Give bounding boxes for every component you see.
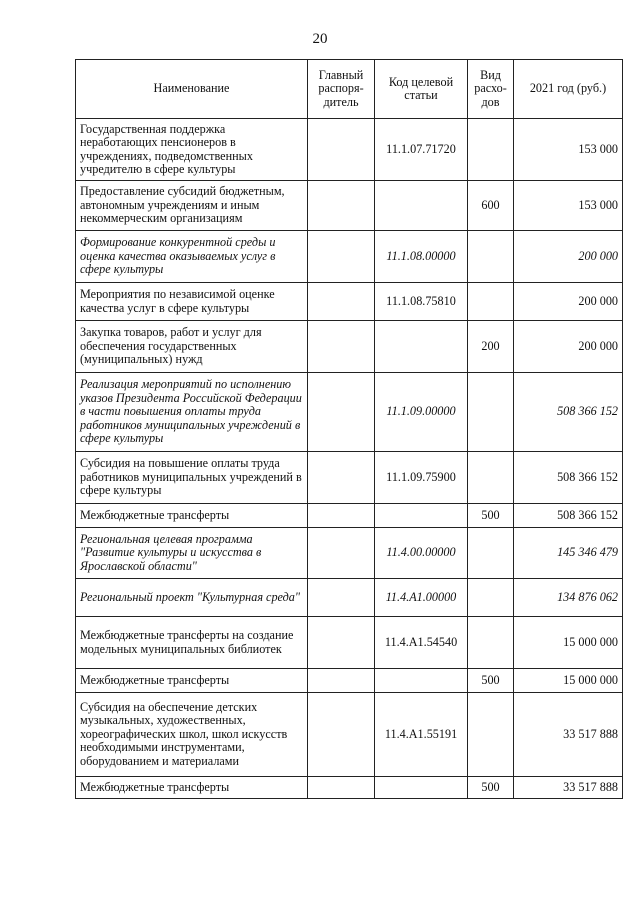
row-amount: 33 517 888 (514, 693, 623, 777)
row-name: Формирование конкурентной среды и оценка качества оказываемых услуг в сфере культуры (76, 231, 308, 283)
row-code (375, 504, 468, 528)
row-admin (308, 452, 375, 504)
row-type (468, 231, 514, 283)
table-row (76, 693, 623, 777)
row-admin (308, 669, 375, 693)
row-name: Региональная целевая программа "Развитие культуры и искусства в Ярославской области" (76, 528, 308, 579)
header-name: Наименование (76, 60, 308, 119)
row-admin (308, 231, 375, 283)
table-row (76, 579, 623, 617)
table-row (76, 119, 623, 181)
row-code: 11.1.08.00000 (375, 231, 468, 283)
row-amount: 200 000 (514, 321, 623, 373)
table-row (76, 231, 623, 283)
row-amount: 200 000 (514, 283, 623, 321)
row-code: 11.1.09.75900 (375, 452, 468, 504)
table-row (76, 181, 623, 231)
table-row (76, 504, 623, 528)
row-name: Субсидия на повышение оплаты труда работников муниципальных учреждений в сфере культуры (76, 452, 308, 504)
row-admin (308, 119, 375, 181)
table-row (76, 617, 623, 669)
row-type: 500 (468, 504, 514, 528)
row-type: 600 (468, 181, 514, 231)
row-admin (308, 579, 375, 617)
header-amount: 2021 год (руб.) (514, 60, 623, 119)
table-row (76, 452, 623, 504)
row-name: Реализация мероприятий по исполнению указов Президента Российской Федерации в части повышения оплаты труда работников муниципальных учреждений в сфере культуры (76, 373, 308, 452)
row-type (468, 693, 514, 777)
row-code: 11.1.07.71720 (375, 119, 468, 181)
row-type: 500 (468, 669, 514, 693)
row-admin (308, 693, 375, 777)
row-amount: 15 000 000 (514, 669, 623, 693)
row-amount: 200 000 (514, 231, 623, 283)
table-row (76, 669, 623, 693)
row-name: Региональный проект "Культурная среда" (76, 579, 308, 617)
row-code: 11.4.00.00000 (375, 528, 468, 579)
row-type (468, 579, 514, 617)
row-type (468, 119, 514, 181)
row-amount: 134 876 062 (514, 579, 623, 617)
row-name: Межбюджетные трансферты на создание модельных муниципальных библиотек (76, 617, 308, 669)
row-type (468, 528, 514, 579)
row-code (375, 777, 468, 799)
row-code (375, 669, 468, 693)
row-amount: 33 517 888 (514, 777, 623, 799)
row-type: 200 (468, 321, 514, 373)
row-code: 11.4.A1.55191 (375, 693, 468, 777)
row-code: 11.4.A1.54540 (375, 617, 468, 669)
row-amount: 508 366 152 (514, 504, 623, 528)
table-row (76, 777, 623, 799)
row-type (468, 373, 514, 452)
row-amount: 145 346 479 (514, 528, 623, 579)
row-name: Закупка товаров, работ и услуг для обеспечения государственных (муниципальных) нужд (76, 321, 308, 373)
row-amount: 508 366 152 (514, 373, 623, 452)
row-name: Субсидия на обеспечение детских музыкальных, художественных, хореографических школ, школ искусств необходимыми инструментами, оборудованием и материалами (76, 693, 308, 777)
row-admin (308, 321, 375, 373)
row-amount: 508 366 152 (514, 452, 623, 504)
row-name: Межбюджетные трансферты (76, 777, 308, 799)
table-row (76, 283, 623, 321)
row-type (468, 452, 514, 504)
row-code: 11.1.08.75810 (375, 283, 468, 321)
row-admin (308, 617, 375, 669)
table-header-row (76, 60, 623, 119)
row-admin (308, 283, 375, 321)
row-name: Государственная поддержка неработающих пенсионеров в учреждениях, подведомственных учредителю в сфере культуры (76, 119, 308, 181)
row-admin (308, 504, 375, 528)
row-amount: 153 000 (514, 119, 623, 181)
row-admin (308, 777, 375, 799)
header-code: Код целевой статьи (375, 60, 468, 119)
page-number: 20 (312, 31, 328, 47)
row-code (375, 321, 468, 373)
table-row (76, 321, 623, 373)
budget-table (75, 59, 623, 799)
row-code (375, 181, 468, 231)
row-admin (308, 528, 375, 579)
row-name: Мероприятия по независимой оценке качества услуг в сфере культуры (76, 283, 308, 321)
row-type (468, 617, 514, 669)
row-admin (308, 373, 375, 452)
row-amount: 15 000 000 (514, 617, 623, 669)
row-name: Предоставление субсидий бюджетным, автономным учреждениям и иным некоммерческим организациям (76, 181, 308, 231)
table-row (76, 373, 623, 452)
table-row (76, 528, 623, 579)
row-type (468, 283, 514, 321)
row-amount: 153 000 (514, 181, 623, 231)
row-type: 500 (468, 777, 514, 799)
row-admin (308, 181, 375, 231)
row-code: 11.1.09.00000 (375, 373, 468, 452)
header-admin: Главный распоря-дитель (308, 60, 375, 119)
header-type: Вид расхо-дов (468, 60, 514, 119)
row-name: Межбюджетные трансферты (76, 504, 308, 528)
row-code: 11.4.A1.00000 (375, 579, 468, 617)
row-name: Межбюджетные трансферты (76, 669, 308, 693)
